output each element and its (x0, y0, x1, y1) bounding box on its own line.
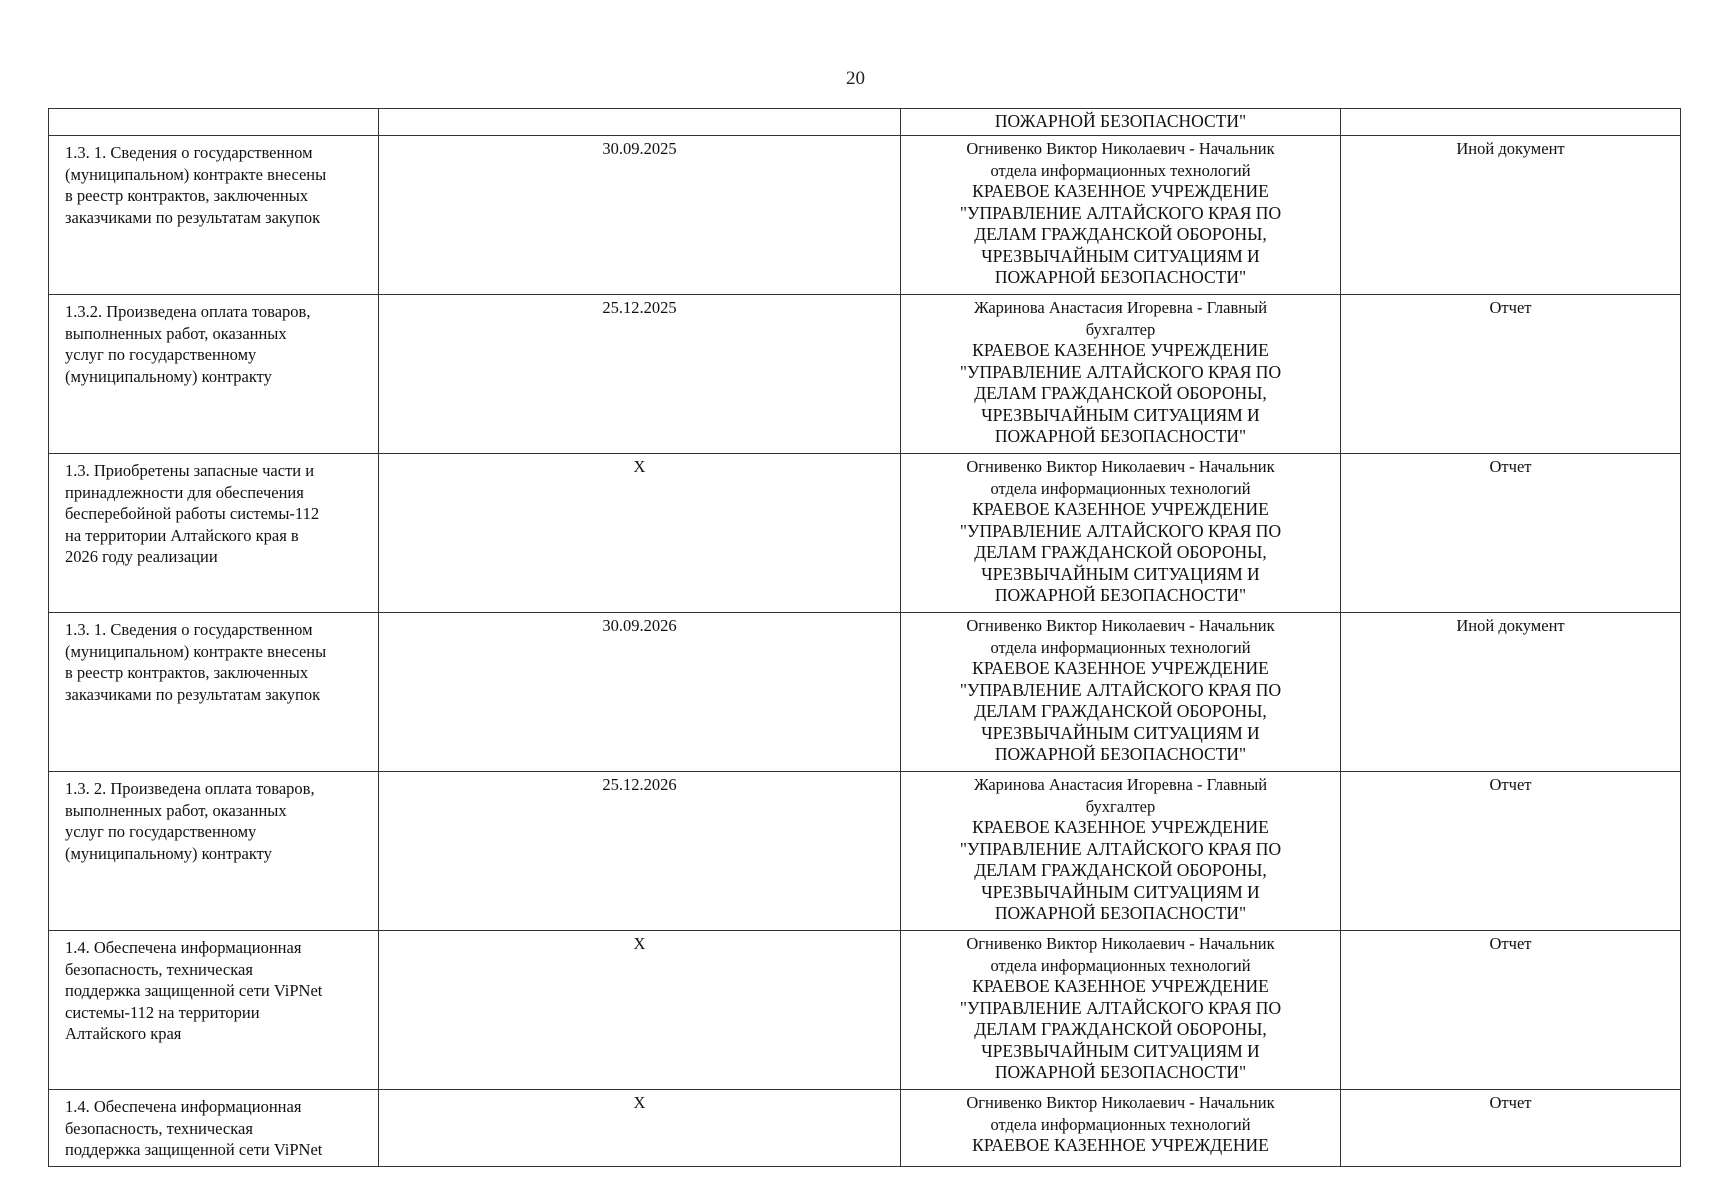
event-cell (49, 772, 379, 931)
responsible-org-line: ЧРЕЗВЫЧАЙНЫМ СИТУАЦИЯМ И (981, 245, 1260, 266)
document-type-text: Отчет (1489, 298, 1532, 317)
table-row (49, 613, 1681, 772)
event-cell (49, 109, 379, 136)
event-text-line: 1.3. Приобретены запасные части и (65, 461, 315, 480)
document-cell (1341, 454, 1681, 613)
date-text: X (633, 1093, 646, 1112)
table-row (49, 295, 1681, 454)
document-type-text: Отчет (1489, 1093, 1532, 1112)
responsible-org-line: ДЕЛАМ ГРАЖДАНСКОЙ ОБОРОНЫ, (974, 1019, 1267, 1039)
document-cell (1341, 772, 1681, 931)
document-cell (1341, 136, 1681, 295)
responsible-cell (901, 772, 1341, 931)
event-text-line: (муниципальном) контракте внесены (65, 641, 327, 661)
event-text-line: в реестр контрактов, заключенных (65, 186, 309, 205)
event-text-line: 2026 году реализации (65, 547, 218, 566)
document-type-text: Иной документ (1456, 139, 1565, 158)
responsible-org-line: КРАЕВОЕ КАЗЕННОЕ УЧРЕЖДЕНИЕ (972, 1135, 1269, 1155)
responsible-org-line: ДЕЛАМ ГРАЖДАНСКОЙ ОБОРОНЫ, (974, 542, 1267, 562)
page-number: 20 (846, 68, 865, 89)
responsible-person-line: Огнивенко Виктор Николаевич - Начальник (966, 1093, 1275, 1112)
responsible-org-line: ЧРЕЗВЫЧАЙНЫМ СИТУАЦИЯМ И (981, 563, 1260, 584)
responsible-org-line: ПОЖАРНОЙ БЕЗОПАСНОСТИ" (994, 111, 1247, 131)
date-text: 30.09.2026 (602, 616, 677, 635)
responsible-cell (901, 295, 1341, 454)
event-text-line: (муниципальному) контракту (65, 366, 272, 386)
document-type-text: Отчет (1489, 775, 1532, 794)
date-cell (379, 613, 901, 772)
plan-table (48, 108, 1681, 1167)
responsible-org-line: КРАЕВОЕ КАЗЕННОЕ УЧРЕЖДЕНИЕ (972, 340, 1269, 360)
event-text-line: в реестр контрактов, заключенных (65, 663, 309, 682)
responsible-cell (901, 613, 1341, 772)
responsible-person-line: бухгалтер (1085, 319, 1156, 339)
date-cell (379, 1090, 901, 1167)
event-cell (49, 1090, 379, 1167)
responsible-org-line: "УПРАВЛЕНИЕ АЛТАЙСКОГО КРАЯ ПО (959, 361, 1282, 382)
event-text-line: принадлежности для обеспечения (65, 482, 304, 502)
table-row (49, 454, 1681, 613)
responsible-org-line: ПОЖАРНОЙ БЕЗОПАСНОСТИ" (994, 744, 1247, 764)
date-cell (379, 454, 901, 613)
responsible-org-line: "УПРАВЛЕНИЕ АЛТАЙСКОГО КРАЯ ПО (959, 679, 1282, 700)
event-text-line: 1.4. Обеспечена информационная (65, 1097, 302, 1116)
responsible-org-line: ЧРЕЗВЫЧАЙНЫМ СИТУАЦИЯМ И (981, 881, 1260, 902)
event-text-line: 1.3.2. Произведена оплата товаров, (65, 302, 311, 321)
event-text-line: выполненных работ, оказанных (65, 800, 287, 820)
event-text-line: бесперебойной работы системы-112 (65, 504, 320, 523)
date-text: 30.09.2025 (602, 139, 677, 158)
responsible-person-line: отдела информационных технологий (990, 160, 1251, 180)
responsible-cell (901, 454, 1341, 613)
responsible-person-line: отдела информационных технологий (990, 478, 1251, 498)
responsible-org-line: КРАЕВОЕ КАЗЕННОЕ УЧРЕЖДЕНИЕ (972, 499, 1269, 519)
event-text-line: (муниципальном) контракте внесены (65, 164, 327, 184)
date-cell (379, 772, 901, 931)
responsible-org-line: КРАЕВОЕ КАЗЕННОЕ УЧРЕЖДЕНИЕ (972, 658, 1269, 678)
event-cell (49, 454, 379, 613)
responsible-cell (901, 136, 1341, 295)
document-type-text: Иной документ (1456, 616, 1565, 635)
responsible-person-line: Жаринова Анастасия Игоревна - Главный (973, 298, 1268, 317)
responsible-person-line: Жаринова Анастасия Игоревна - Главный (973, 775, 1268, 794)
responsible-person-line: отдела информационных технологий (990, 1114, 1251, 1134)
responsible-org-line: ПОЖАРНОЙ БЕЗОПАСНОСТИ" (994, 1062, 1247, 1082)
event-text-line: безопасность, техническая (65, 1118, 253, 1138)
date-text: X (633, 457, 646, 476)
event-text-line: 1.3. 2. Произведена оплата товаров, (65, 779, 315, 798)
document-type-text: Отчет (1489, 934, 1532, 953)
responsible-org-line: "УПРАВЛЕНИЕ АЛТАЙСКОГО КРАЯ ПО (959, 520, 1282, 541)
event-cell (49, 613, 379, 772)
date-cell (379, 931, 901, 1090)
document-cell (1341, 295, 1681, 454)
date-text: 25.12.2026 (602, 775, 677, 794)
responsible-org-line: ПОЖАРНОЙ БЕЗОПАСНОСТИ" (994, 426, 1247, 446)
event-text-line: услуг по государственному (65, 822, 257, 841)
event-text-line: на территории Алтайского края в (65, 525, 299, 545)
responsible-org-line: ПОЖАРНОЙ БЕЗОПАСНОСТИ" (994, 903, 1247, 923)
responsible-org-line: ДЕЛАМ ГРАЖДАНСКОЙ ОБОРОНЫ, (974, 701, 1267, 721)
responsible-person-line: Огнивенко Виктор Николаевич - Начальник (966, 457, 1275, 476)
responsible-cell (901, 109, 1341, 136)
table-row (49, 1090, 1681, 1167)
responsible-person-line: Огнивенко Виктор Николаевич - Начальник (966, 616, 1275, 635)
event-cell (49, 136, 379, 295)
responsible-org-line: "УПРАВЛЕНИЕ АЛТАЙСКОГО КРАЯ ПО (959, 202, 1282, 223)
date-cell (379, 295, 901, 454)
responsible-person-line: Огнивенко Виктор Николаевич - Начальник (966, 139, 1275, 158)
event-cell (49, 295, 379, 454)
responsible-cell (901, 931, 1341, 1090)
responsible-org-line: ДЕЛАМ ГРАЖДАНСКОЙ ОБОРОНЫ, (974, 224, 1267, 244)
document-cell (1341, 1090, 1681, 1167)
event-text-line: 1.3. 1. Сведения о государственном (65, 143, 313, 162)
event-text-line: выполненных работ, оказанных (65, 323, 287, 343)
event-text-line: Алтайского края (65, 1024, 182, 1043)
event-text-line: (муниципальному) контракту (65, 843, 272, 863)
date-cell (379, 136, 901, 295)
document-cell (1341, 109, 1681, 136)
event-text-line: 1.4. Обеспечена информационная (65, 938, 302, 957)
responsible-person-line: бухгалтер (1085, 796, 1156, 816)
responsible-cell (901, 1090, 1341, 1167)
table-row (49, 136, 1681, 295)
responsible-org-line: ЧРЕЗВЫЧАЙНЫМ СИТУАЦИЯМ И (981, 1040, 1260, 1061)
table-row (49, 931, 1681, 1090)
responsible-org-line: ДЕЛАМ ГРАЖДАНСКОЙ ОБОРОНЫ, (974, 383, 1267, 403)
event-text-line: поддержка защищенной сети ViPNet (65, 1140, 323, 1159)
event-cell (49, 931, 379, 1090)
document-cell (1341, 613, 1681, 772)
table-row (49, 772, 1681, 931)
responsible-org-line: КРАЕВОЕ КАЗЕННОЕ УЧРЕЖДЕНИЕ (972, 976, 1269, 996)
responsible-org-line: ПОЖАРНОЙ БЕЗОПАСНОСТИ" (994, 267, 1247, 287)
date-text: 25.12.2025 (602, 298, 677, 317)
responsible-person-line: Огнивенко Виктор Николаевич - Начальник (966, 934, 1275, 953)
event-text-line: услуг по государственному (65, 345, 257, 364)
responsible-person-line: отдела информационных технологий (990, 955, 1251, 975)
event-text-line: поддержка защищенной сети ViPNet (65, 981, 323, 1000)
document-type-text: Отчет (1489, 457, 1532, 476)
responsible-org-line: КРАЕВОЕ КАЗЕННОЕ УЧРЕЖДЕНИЕ (972, 817, 1269, 837)
event-text-line: заказчиками по результатам закупок (65, 684, 321, 704)
responsible-person-line: отдела информационных технологий (990, 637, 1251, 657)
responsible-org-line: ДЕЛАМ ГРАЖДАНСКОЙ ОБОРОНЫ, (974, 860, 1267, 880)
responsible-org-line: "УПРАВЛЕНИЕ АЛТАЙСКОГО КРАЯ ПО (959, 997, 1282, 1018)
event-text-line: заказчиками по результатам закупок (65, 207, 321, 227)
responsible-org-line: ПОЖАРНОЙ БЕЗОПАСНОСТИ" (994, 585, 1247, 605)
event-text-line: безопасность, техническая (65, 959, 253, 979)
responsible-org-line: ЧРЕЗВЫЧАЙНЫМ СИТУАЦИЯМ И (981, 404, 1260, 425)
document-cell (1341, 931, 1681, 1090)
date-text: X (633, 934, 646, 953)
responsible-org-line: "УПРАВЛЕНИЕ АЛТАЙСКОГО КРАЯ ПО (959, 838, 1282, 859)
responsible-org-line: ЧРЕЗВЫЧАЙНЫМ СИТУАЦИЯМ И (981, 722, 1260, 743)
table-row-continuation (49, 109, 1681, 136)
responsible-org-line: КРАЕВОЕ КАЗЕННОЕ УЧРЕЖДЕНИЕ (972, 181, 1269, 201)
event-text-line: 1.3. 1. Сведения о государственном (65, 620, 313, 639)
event-text-line: системы-112 на территории (65, 1002, 260, 1022)
date-cell (379, 109, 901, 136)
